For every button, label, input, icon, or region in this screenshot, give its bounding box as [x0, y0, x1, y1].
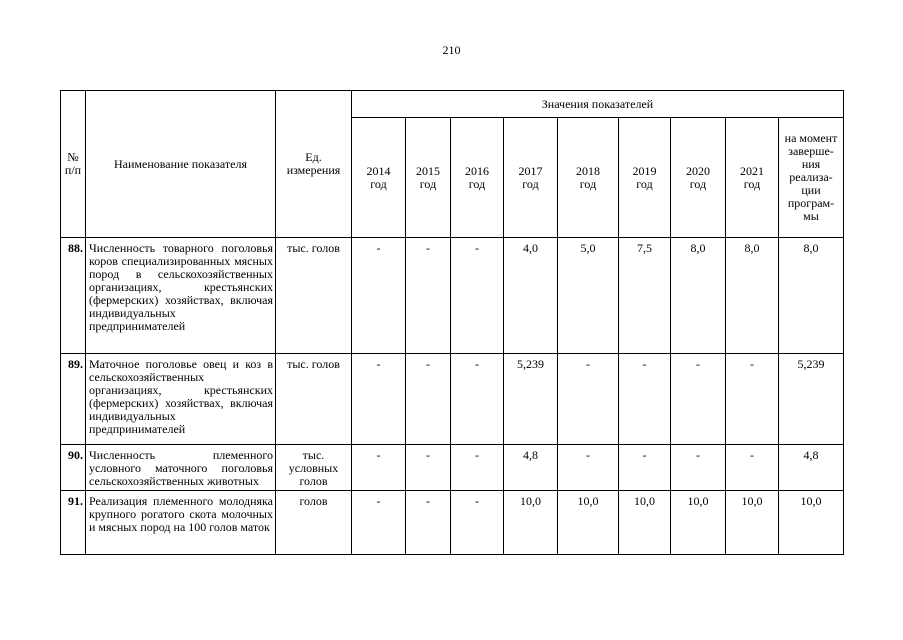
row-indicator-name: Численность товарного поголовья коров специализированных мясных пород в сельскохозяйственных организациях, крестьянских (фермерских) хозяйствах, включая индивидуальных предпринимателей	[86, 238, 276, 354]
value-2019: -	[619, 445, 671, 491]
header-year-2015: 2015 год	[406, 118, 451, 238]
row-number: 90.	[61, 445, 86, 491]
row-indicator-name: Реализация племенного молодняка крупного рогатого скота молочных и мясных пород на 100 голов маток	[86, 491, 276, 555]
value-program-end: 8,0	[779, 238, 844, 354]
row-indicator-name: Численность племенного условного маточного поголовья сельскохозяйственных животных	[86, 445, 276, 491]
row-indicator-name: Маточное поголовье овец и коз в сельскохозяйственных организациях, крестьянских (фермерских) хозяйствах, включая индивидуальных предпринимателей	[86, 354, 276, 445]
table-body	[61, 238, 844, 555]
header-year-2016: 2016 год	[451, 118, 504, 238]
value-2016: -	[451, 238, 504, 354]
value-2016: -	[451, 491, 504, 555]
header-indicator-name: Наименование показателя	[86, 91, 276, 238]
header-year-2014: 2014 год	[352, 118, 406, 238]
row-unit: тыс. голов	[276, 238, 352, 354]
table-row	[61, 238, 844, 354]
table-row	[61, 491, 844, 555]
value-2017: 4,8	[504, 445, 558, 491]
value-2014: -	[352, 238, 406, 354]
page-number: 210	[442, 43, 461, 57]
value-2021: -	[726, 354, 779, 445]
value-2015: -	[406, 238, 451, 354]
value-2018: -	[558, 445, 619, 491]
value-2015: -	[406, 354, 451, 445]
value-2020: 10,0	[671, 491, 726, 555]
table-header	[61, 91, 844, 238]
value-2014: -	[352, 354, 406, 445]
value-program-end: 10,0	[779, 491, 844, 555]
value-2020: -	[671, 445, 726, 491]
indicators-table	[60, 90, 844, 555]
value-program-end: 4,8	[779, 445, 844, 491]
value-2020: -	[671, 354, 726, 445]
row-unit: тыс. голов	[276, 354, 352, 445]
value-2019: 7,5	[619, 238, 671, 354]
row-number: 89.	[61, 354, 86, 445]
value-2015: -	[406, 445, 451, 491]
value-2018: 5,0	[558, 238, 619, 354]
row-number: 88.	[61, 238, 86, 354]
value-2018: -	[558, 354, 619, 445]
header-year-2021: 2021 год	[726, 118, 779, 238]
row-number: 91.	[61, 491, 86, 555]
value-2016: -	[451, 354, 504, 445]
value-2018: 10,0	[558, 491, 619, 555]
value-2015: -	[406, 491, 451, 555]
header-values-group: Значения показателей	[352, 91, 844, 118]
value-2021: 8,0	[726, 238, 779, 354]
header-year-2019: 2019 год	[619, 118, 671, 238]
value-2021: 10,0	[726, 491, 779, 555]
value-2017: 4,0	[504, 238, 558, 354]
value-2017: 5,239	[504, 354, 558, 445]
header-year-2020: 2020 год	[671, 118, 726, 238]
table-row	[61, 354, 844, 445]
value-2019: -	[619, 354, 671, 445]
header-year-2018: 2018 год	[558, 118, 619, 238]
value-2017: 10,0	[504, 491, 558, 555]
value-2019: 10,0	[619, 491, 671, 555]
value-2020: 8,0	[671, 238, 726, 354]
value-2016: -	[451, 445, 504, 491]
header-program-end: на момент заверше- ния реализа- ции програм- мы	[779, 118, 844, 238]
value-2021: -	[726, 445, 779, 491]
row-unit: голов	[276, 491, 352, 555]
header-year-2017: 2017 год	[504, 118, 558, 238]
table-row	[61, 445, 844, 491]
row-unit: тыс. условных голов	[276, 445, 352, 491]
header-number: № п/п	[61, 91, 86, 238]
header-unit: Ед. измерения	[276, 91, 352, 238]
value-program-end: 5,239	[779, 354, 844, 445]
value-2014: -	[352, 445, 406, 491]
value-2014: -	[352, 491, 406, 555]
